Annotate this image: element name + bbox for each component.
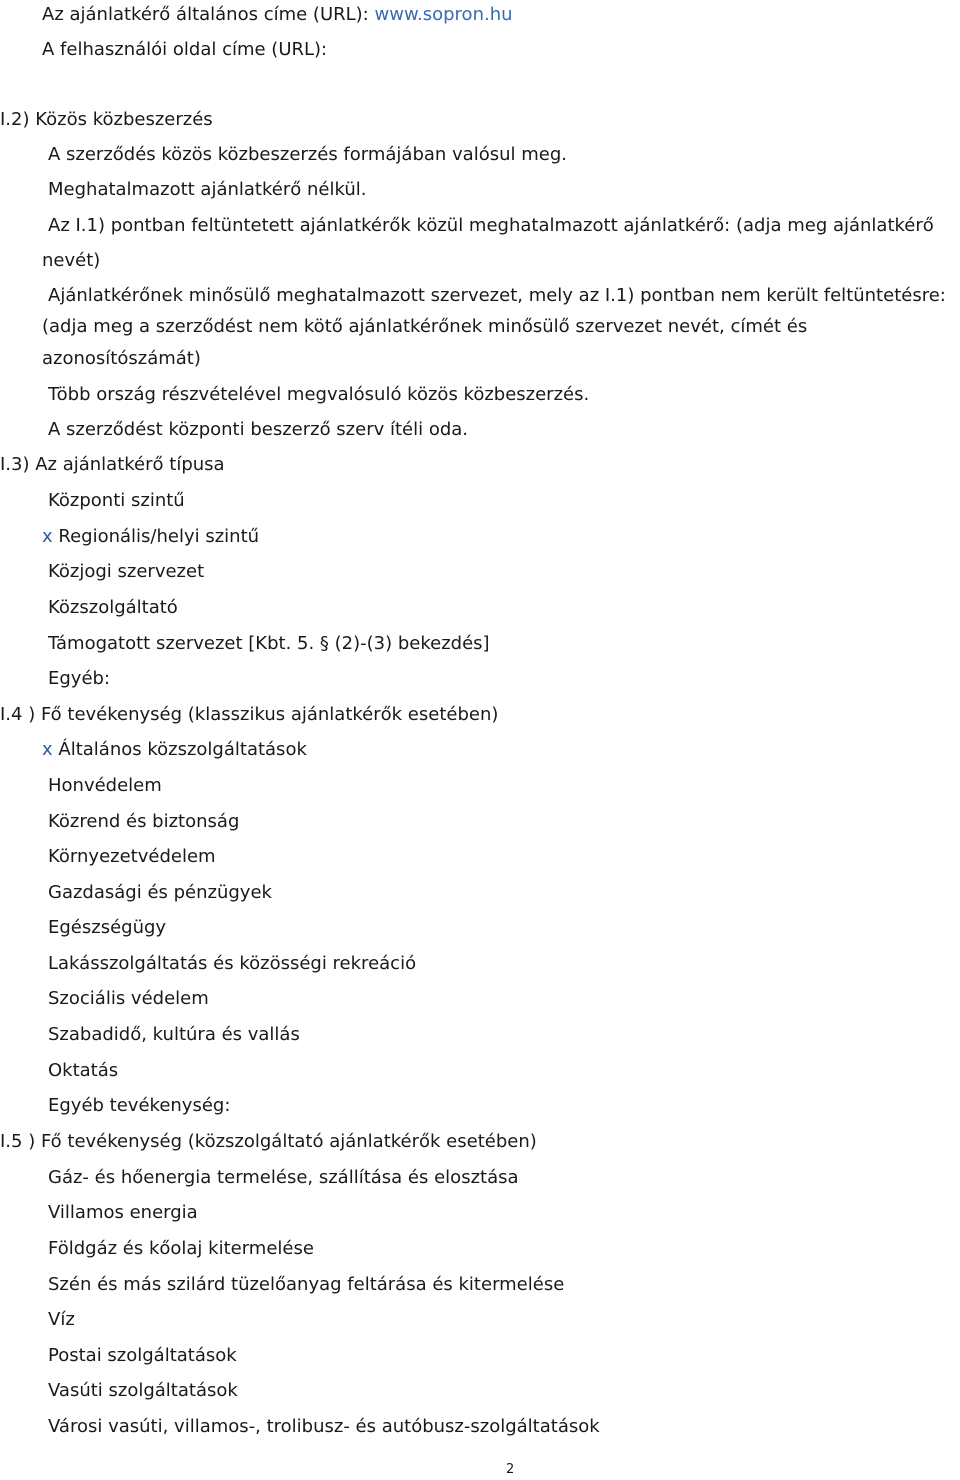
list-item bbox=[48, 632, 490, 656]
user-page-line: A felhasználói oldal címe (URL): bbox=[42, 39, 328, 60]
s12-line-2: Meghatalmazott ajánlatkérő nélkül. bbox=[48, 179, 367, 200]
list-item: Szabadidő, kultúra és vallás bbox=[48, 1024, 300, 1045]
list-item: Gáz- és hőenergia termelése, szállítása és elosztása bbox=[48, 1167, 519, 1188]
page-number: 2 bbox=[506, 1462, 515, 1477]
website-link[interactable]: www.sopron.hu bbox=[374, 4, 513, 25]
section-i5-heading: I.5 ) Fő tevékenység (közszolgáltató ajánlatkérők esetében) bbox=[0, 1131, 537, 1152]
section-i3-heading: I.3) Az ajánlatkérő típusa bbox=[0, 454, 225, 475]
section-i4-heading: I.4 ) Fő tevékenység (klasszikus ajánlatkérők esetében) bbox=[0, 704, 499, 725]
list-item: Oktatás bbox=[48, 1060, 119, 1081]
list-item bbox=[42, 525, 259, 549]
list-item: Egészségügy bbox=[48, 917, 167, 938]
list-item: Közrend és biztonság bbox=[48, 811, 240, 832]
item-label: Támogatott szervezet [Kbt. 5. § (2)-(3) bekezdés] bbox=[48, 633, 490, 654]
item-label: Regionális/helyi szintű bbox=[58, 526, 260, 547]
item-label: Egyéb: bbox=[48, 668, 111, 689]
s12-line-4a: Ajánlatkérőnek minősülő meghatalmazott szervezet, mely az I.1) pontban nem került feltüntetésre: bbox=[48, 285, 946, 306]
s12-line-3b: nevét) bbox=[42, 250, 101, 271]
item-label: Általános közszolgáltatások bbox=[58, 739, 307, 760]
check-mark: x bbox=[42, 526, 53, 547]
section-i2-heading: I.2) Közös közbeszerzés bbox=[0, 109, 213, 130]
list-item bbox=[48, 489, 185, 513]
item-label: Közjogi szervezet bbox=[48, 561, 205, 582]
s12-line-1: A szerződés közös közbeszerzés formájában valósul meg. bbox=[48, 144, 567, 165]
list-item: Postai szolgáltatások bbox=[48, 1345, 237, 1366]
list-item: Környezetvédelem bbox=[48, 846, 216, 867]
list-item: Lakásszolgáltatás és közösségi rekreáció bbox=[48, 953, 417, 974]
s12-line-4c: azonosítószámát) bbox=[42, 348, 201, 369]
s12-line-4b: (adja meg a szerződést nem kötő ajánlatkérőnek minősülő szervezet nevét, címét és bbox=[42, 316, 808, 337]
list-item bbox=[48, 596, 178, 620]
list-item: Földgáz és kőolaj kitermelése bbox=[48, 1238, 314, 1259]
list-item bbox=[42, 738, 307, 762]
list-item: Egyéb tevékenység: bbox=[48, 1095, 231, 1116]
list-item: Szociális védelem bbox=[48, 988, 209, 1009]
list-item: Víz bbox=[48, 1309, 75, 1330]
list-item: Szén és más szilárd tüzelőanyag feltárása és kitermelése bbox=[48, 1274, 565, 1295]
list-item bbox=[48, 560, 204, 584]
list-item: Gazdasági és pénzügyek bbox=[48, 882, 272, 903]
check-mark: x bbox=[42, 739, 53, 760]
list-item: Vasúti szolgáltatások bbox=[48, 1380, 238, 1401]
s12-line-3a: Az I.1) pontban feltüntetett ajánlatkérők közül meghatalmazott ajánlatkérő: (adja meg ajánlatkérő bbox=[48, 215, 934, 236]
url-line bbox=[42, 3, 513, 27]
url-label: Az ajánlatkérő általános címe (URL): bbox=[42, 4, 369, 25]
item-label: Közszolgáltató bbox=[48, 597, 178, 618]
list-item: Városi vasúti, villamos-, trolibusz- és autóbusz-szolgáltatások bbox=[48, 1416, 600, 1437]
list-item: Villamos energia bbox=[48, 1202, 198, 1223]
item-label: Központi szintű bbox=[48, 490, 185, 511]
list-item: Honvédelem bbox=[48, 775, 162, 796]
s12-line-5: Több ország részvételével megvalósuló közös közbeszerzés. bbox=[48, 384, 590, 405]
list-item bbox=[48, 667, 110, 691]
s12-line-6: A szerződést központi beszerző szerv ítéli oda. bbox=[48, 419, 469, 440]
